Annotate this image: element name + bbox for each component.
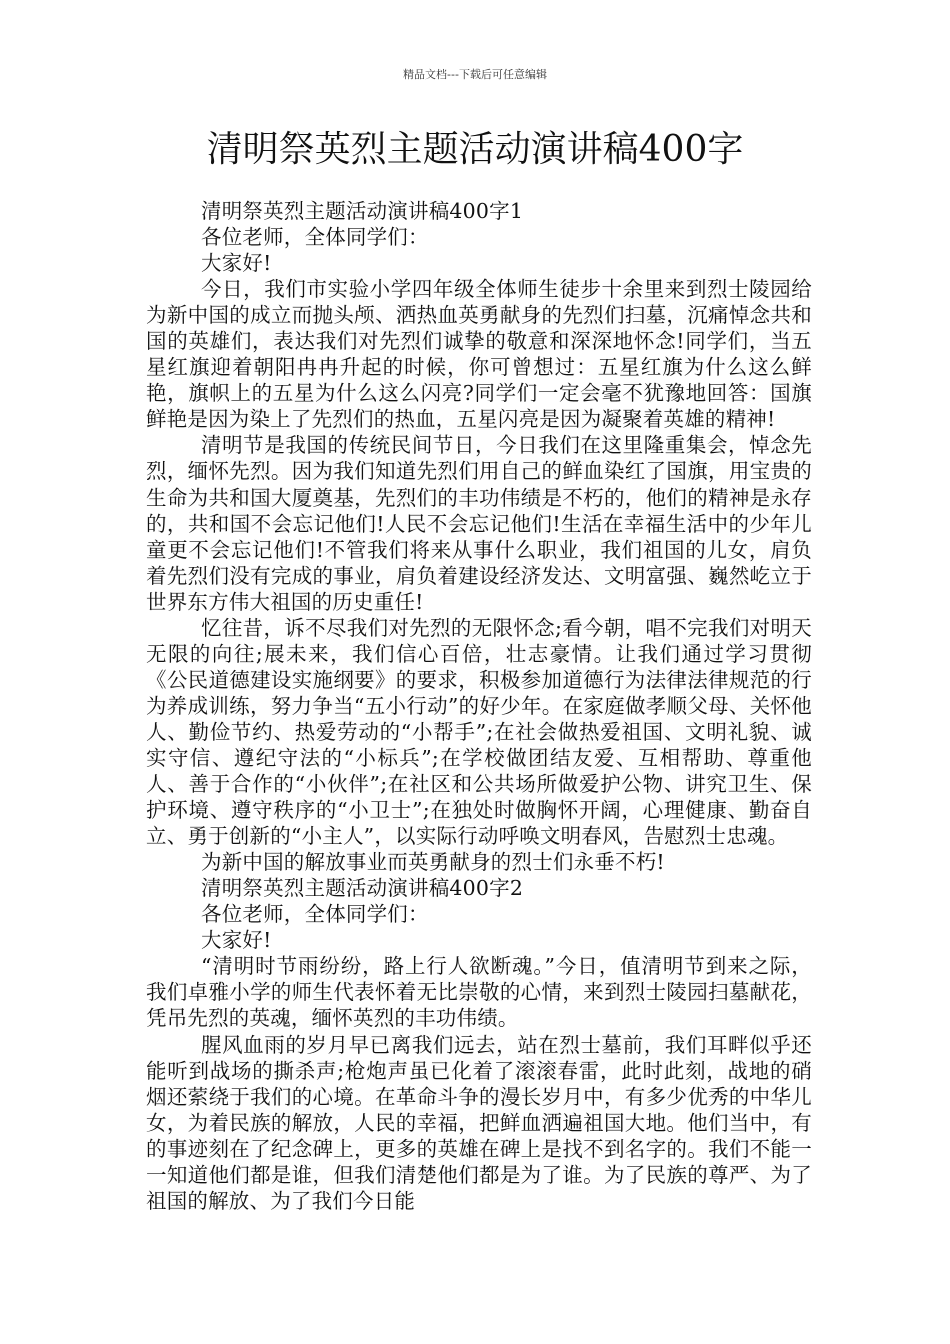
paragraph: 大家好!	[201, 928, 272, 953]
page-header: 精品文档---下载后可任意编辑	[403, 68, 547, 81]
paragraph: “清明时节雨纷纷，路上行人欲断魂。”今日，值清明节到来之际，我们卓雅小学的师生代表怀着无比崇敬的心情，来到烈士陵园扫墓献花，凭吊先烈的英魂，缅怀英烈的丰功伟绩。	[146, 954, 812, 1031]
paragraph: 腥风血雨的岁月早已离我们远去，站在烈士墓前，我们耳畔似乎还能听到战场的撕杀声;枪炮声虽已化着了滚滚春雷，此时此刻，战地的硝烟还萦绕于我们的心境。在革命斗争的漫长岁月中，有多少优秀的中华儿女，为着民族的解放，人民的幸福，把鲜血洒遍祖国大地。他们当中，有的事迹刻在了纪念碑上，更多的英雄在碑上是找不到名字的。我们不能一一知道他们都是谁，但我们清楚他们都是为了谁。为了民族的尊严、为了祖国的解放、为了我们今日能	[146, 1032, 812, 1213]
paragraph: 各位老师，全体同学们：	[201, 902, 429, 927]
paragraph: 清明节是我国的传统民间节日，今日我们在这里隆重集会，悼念先烈，缅怀先烈。因为我们知道先烈们用自己的鲜血染红了国旗，用宝贵的生命为共和国大厦奠基，先烈们的丰功伟绩是不朽的，他们的精神是永存的，共和国不会忘记他们!人民不会忘记他们!生活在幸福生活中的少年儿童更不会忘记他们!不管我们将来从事什么职业，我们祖国的儿女，肩负着先烈们没有完成的事业，肩负着建设经济发达、文明富强、巍然屹立于世界东方伟大祖国的历史重任!	[146, 433, 812, 614]
paragraph: 清明祭英烈主题活动演讲稿400字2	[201, 876, 524, 901]
paragraph: 大家好!	[201, 251, 272, 276]
paragraph: 为新中国的解放事业而英勇献身的烈士们永垂不朽!	[201, 850, 665, 875]
document-body	[146, 198, 812, 1214]
paragraph: 各位老师，全体同学们：	[201, 225, 429, 250]
paragraph: 忆往昔，诉不尽我们对先烈的无限怀念;看今朝，唱不完我们对明天无限的向往;展未来，我们信心百倍，壮志豪情。让我们通过学习贯彻《公民道德建设实施纲要》的要求，积极参加道德行为法律法律规范的行为养成训练，努力争当“五小行动”的好少年。在家庭做孝顺父母、关怀他人、勤俭节约、热爱劳动的“小帮手”;在社会做热爱祖国、文明礼貌、诚实守信、遵纪守法的“小标兵”;在学校做团结友爱、互相帮助、尊重他人、善于合作的“小伙伴”;在社区和公共场所做爱护公物、讲究卫生、保护环境、遵守秩序的“小卫士”;在独处时做胸怀开阔，心理健康、勤奋自立、勇于创新的“小主人”，以实际行动呼唤文明春风，告慰烈士忠魂。	[146, 615, 812, 849]
paragraph: 今日，我们市实验小学四年级全体师生徒步十余里来到烈士陵园给为新中国的成立而抛头颅、洒热血英勇献身的先烈们扫墓，沉痛悼念共和国的英雄们，表达我们对先烈们诚挚的敬意和深深地怀念!同学们，当五星红旗迎着朝阳冉冉升起的时候，你可曾想过：五星红旗为什么这么鲜艳，旗帜上的五星为什么这么闪亮?同学们一定会毫不犹豫地回答：国旗鲜艳是因为染上了先烈们的热血，五星闪亮是因为凝聚着英雄的精神!	[146, 277, 812, 432]
document-title: 清明祭英烈主题活动演讲稿400字	[206, 129, 744, 170]
paragraph: 清明祭英烈主题活动演讲稿400字1	[201, 199, 524, 223]
